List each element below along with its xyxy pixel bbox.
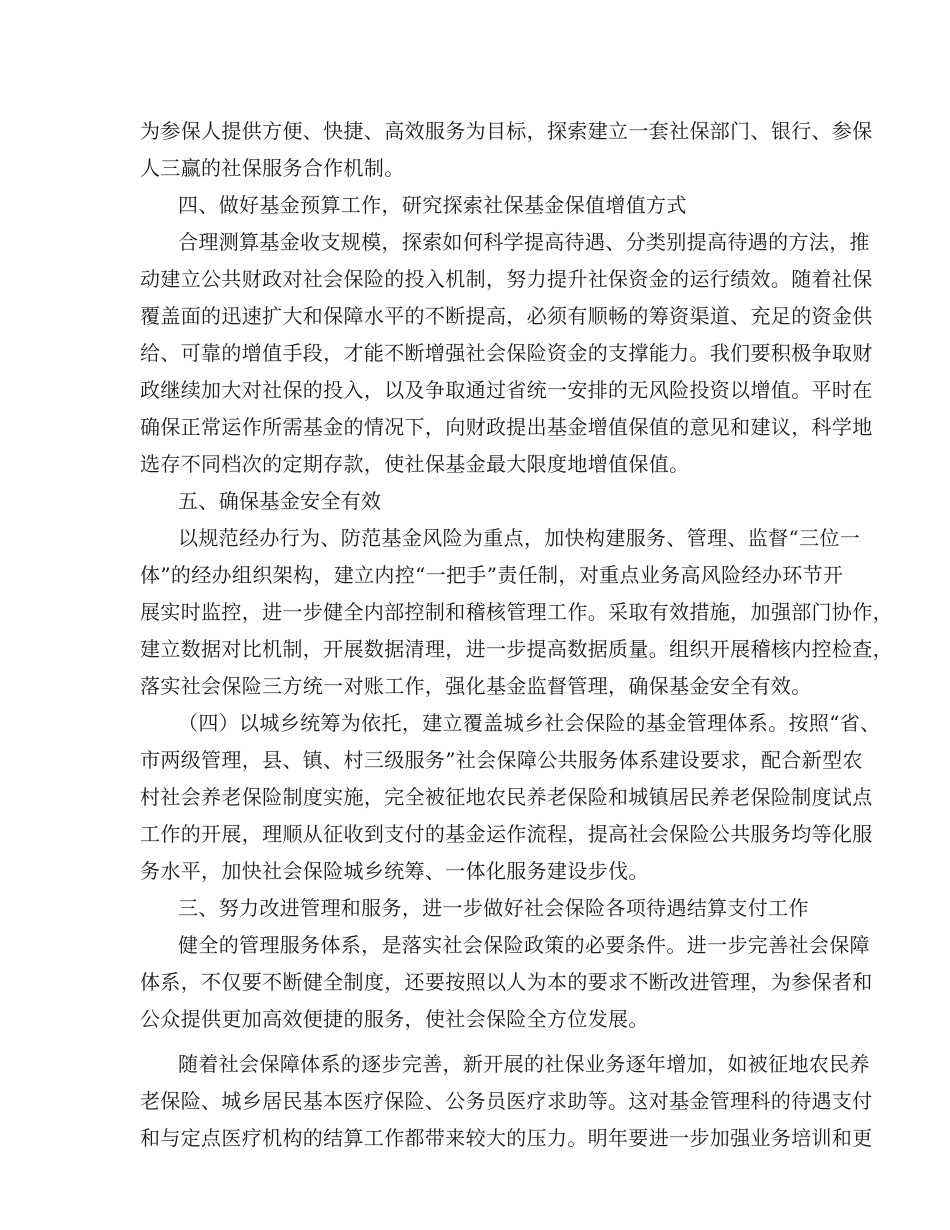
text-line: 为参保人提供方便、快捷、高效服务为目标，探索建立一套社保部门、银行、参保 bbox=[140, 119, 873, 143]
text-line: 选存不同档次的定期存款，使社保基金最大限度地增值保值。 bbox=[140, 452, 690, 476]
text-line: 落实社会保险三方统一对账工作，强化基金监督管理，确保基金安全有效。 bbox=[140, 674, 812, 698]
text-line: 务水平，加快社会保险城乡统筹、一体化服务建设步伐。 bbox=[140, 859, 649, 883]
section-heading: 四、做好基金预算工作，研究探索社保基金保值增值方式 bbox=[178, 193, 687, 217]
section-heading: 五、确保基金安全有效 bbox=[178, 489, 382, 513]
text-line: 健全的管理服务体系，是落实社会保险政策的必要条件。进一步完善社会保障 bbox=[178, 933, 870, 957]
text-line: 人三赢的社保服务合作机制。 bbox=[140, 156, 405, 180]
text-line: 和与定点医疗机构的结算工作都带来较大的压力。明年要进一步加强业务培训和更 bbox=[140, 1126, 873, 1150]
text-line: 合理测算基金收支规模，探索如何科学提高待遇、分类别提高待遇的方法，推 bbox=[178, 230, 870, 254]
section-heading: 三、努力改进管理和服务，进一步做好社会保险各项待遇结算支付工作 bbox=[178, 896, 809, 920]
text-line: 动建立公共财政对社会保险的投入机制，努力提升社保资金的运行绩效。随着社保 bbox=[140, 267, 873, 291]
text-line: 给、可靠的增值手段，才能不断增强社会保险资金的支撑能力。我们要积极争取财 bbox=[140, 341, 873, 365]
text-line: 确保正常运作所需基金的情况下，向财政提出基金增值保值的意见和建议，科学地 bbox=[140, 415, 873, 439]
text-line: 公众提供更加高效便捷的服务，使社会保险全方位发展。 bbox=[140, 1007, 649, 1031]
text-line: 随着社会保障体系的逐步完善，新开展的社保业务逐年增加，如被征地农民养 bbox=[178, 1052, 870, 1076]
text-line: 以规范经办行为、防范基金风险为重点，加快构建服务、管理、监督“三位一 bbox=[178, 526, 861, 550]
text-line: 市两级管理，县、镇、村三级服务”社会保障公共服务体系建设要求，配合新型农 bbox=[140, 748, 863, 772]
text-line: 体”的经办组织架构，建立内控“一把手”责任制，对重点业务高风险经办环节开 bbox=[140, 563, 844, 587]
text-line: 政继续加大对社保的投入，以及争取通过省统一安排的无风险投资以增值。平时在 bbox=[140, 378, 873, 402]
document-body bbox=[140, 113, 893, 1157]
text-line: 老保险、城乡居民基本医疗保险、公务员医疗求助等。这对基金管理科的待遇支付 bbox=[140, 1089, 873, 1113]
text-line: （四）以城乡统筹为依托，建立覆盖城乡社会保险的基金管理体系。按照“省、 bbox=[178, 711, 881, 735]
text-line: 工作的开展，理顺从征收到支付的基金运作流程，提高社会保险公共服务均等化服 bbox=[140, 822, 873, 846]
text-line: 体系，不仅要不断健全制度，还要按照以人为本的要求不断改进管理，为参保者和 bbox=[140, 970, 873, 994]
text-line: 建立数据对比机制，开展数据清理，进一步提高数据质量。组织开展稽核内控检查， bbox=[140, 637, 893, 661]
text-line: 村社会养老保险制度实施，完全被征地农民养老保险和城镇居民养老保险制度试点 bbox=[140, 785, 873, 809]
text-line: 展实时监控，进一步健全内部控制和稽核管理工作。采取有效措施，加强部门协作， bbox=[140, 600, 893, 624]
text-line: 覆盖面的迅速扩大和保障水平的不断提高，必须有顺畅的筹资渠道、充足的资金供 bbox=[140, 304, 873, 328]
